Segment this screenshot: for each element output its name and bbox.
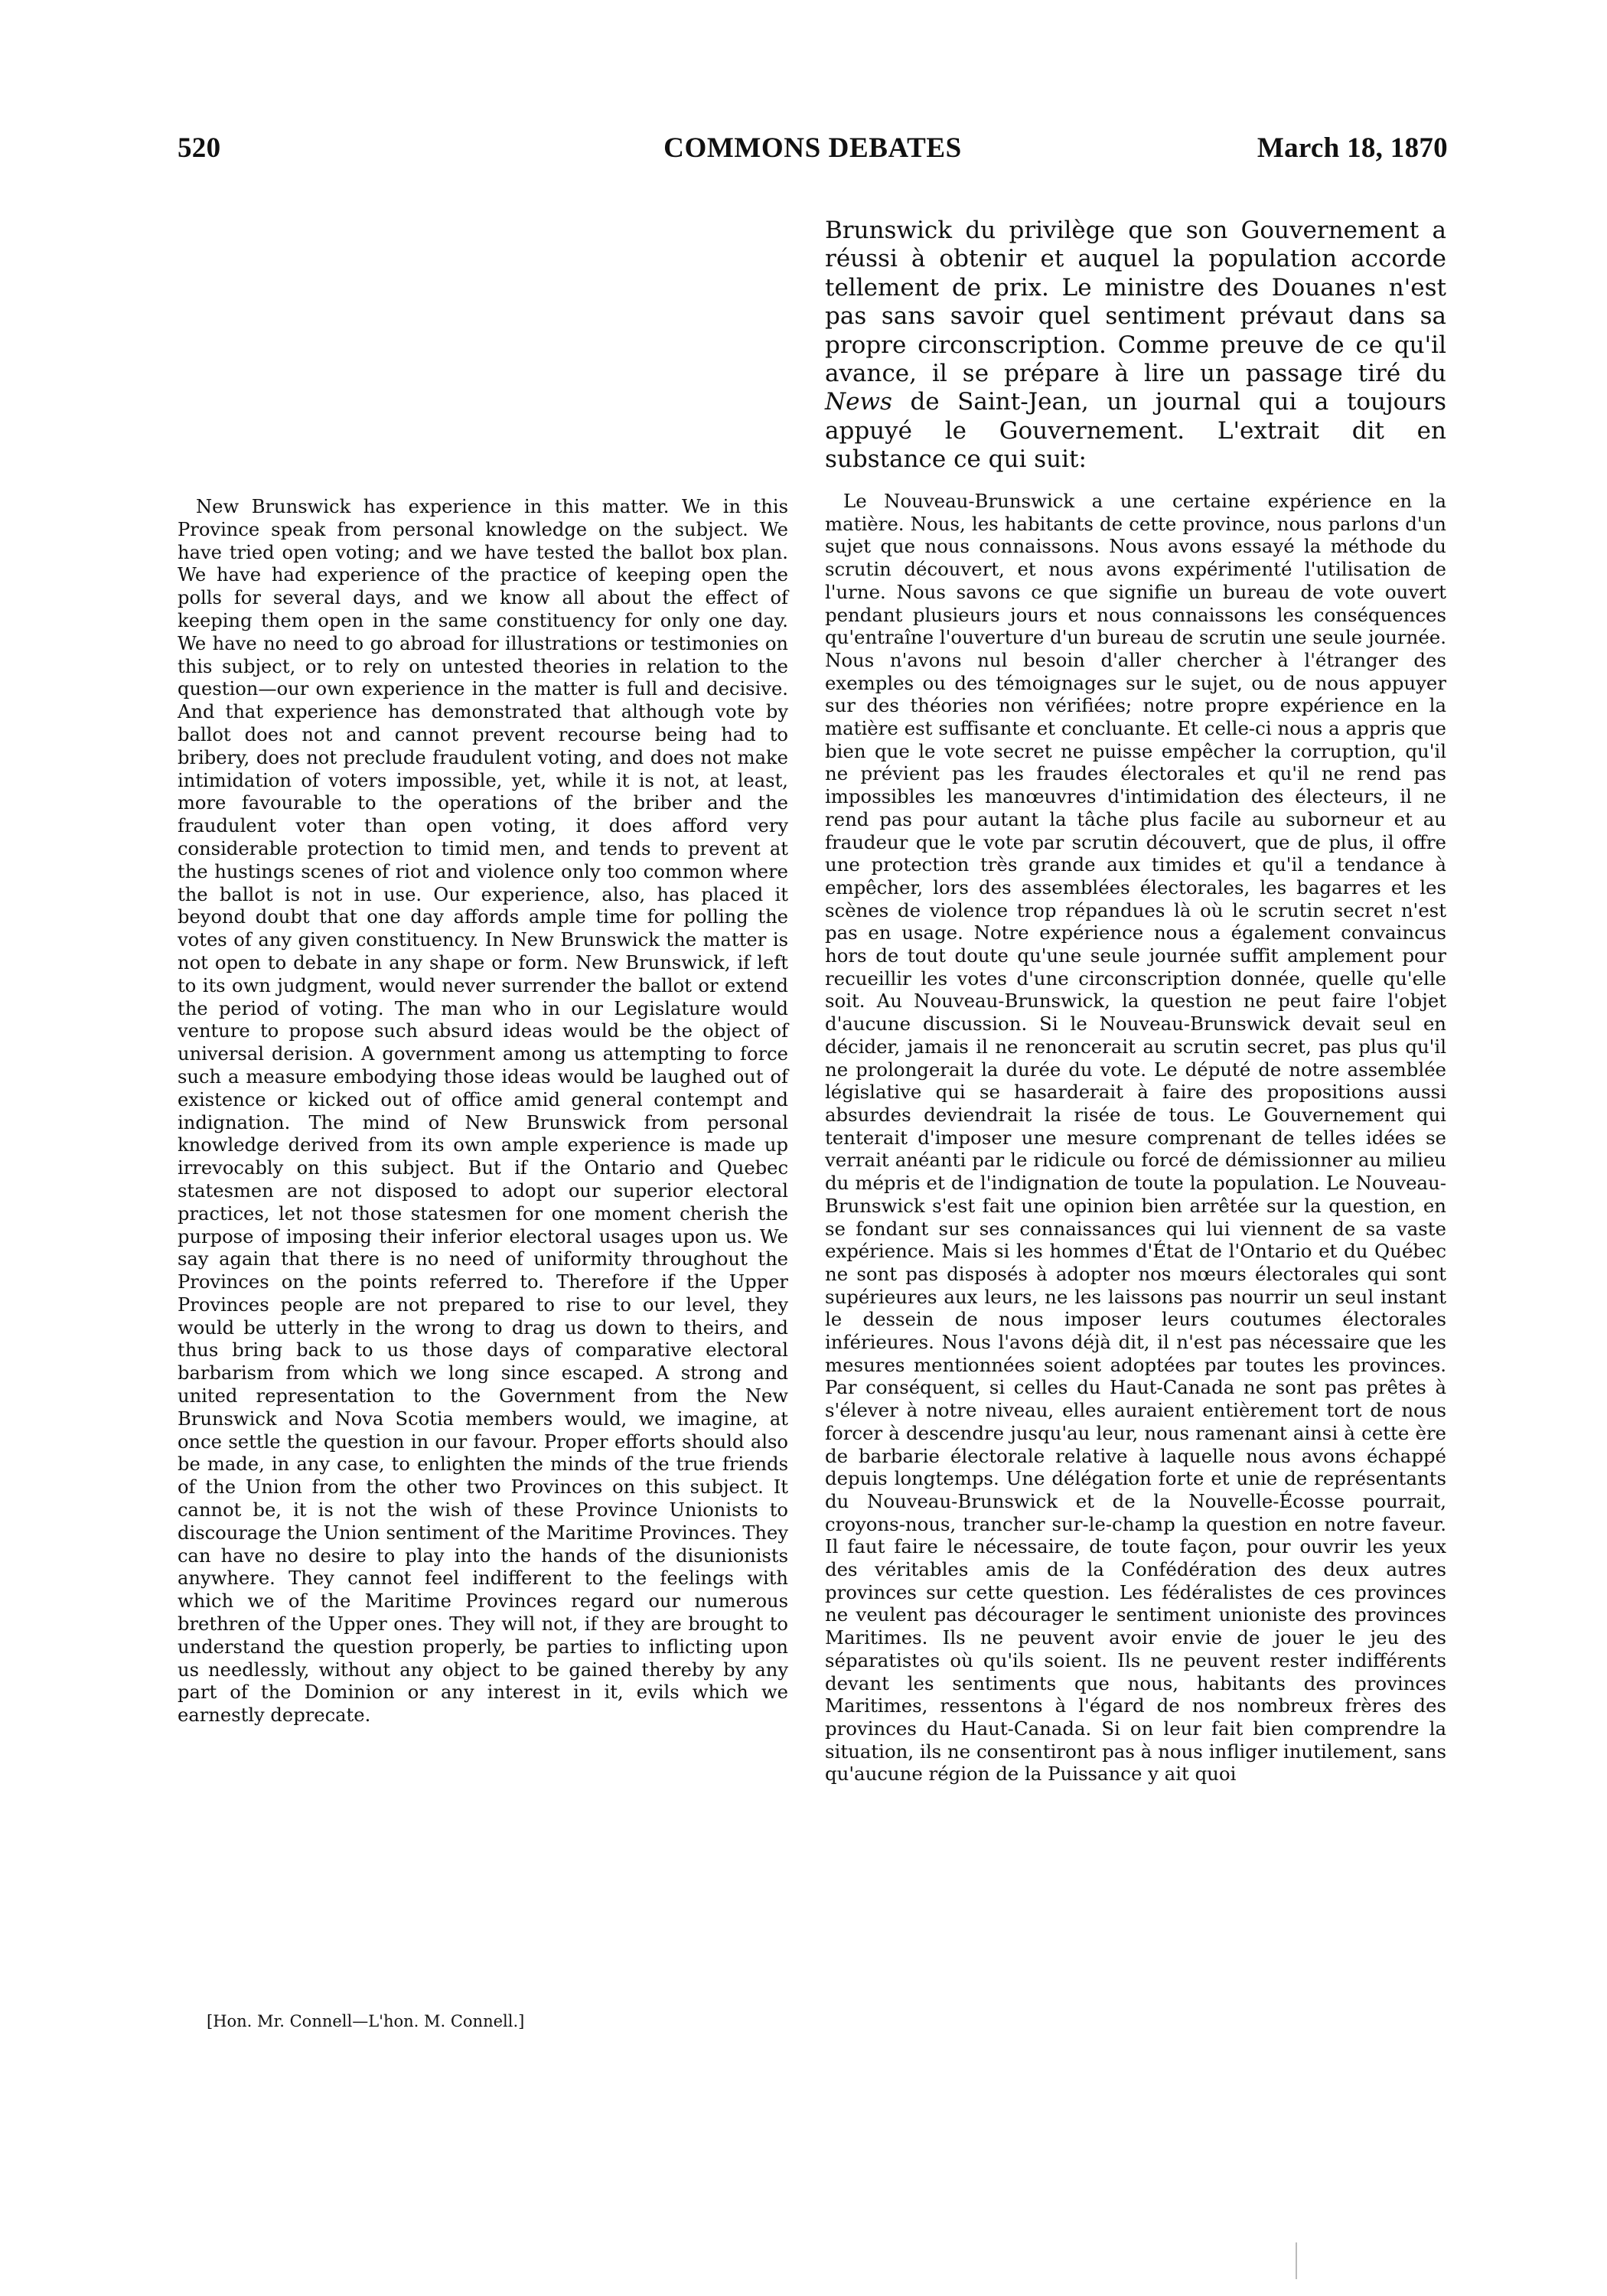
intro-paragraph [825,217,1446,475]
page-header [178,132,1448,178]
header-date: March 18, 1870 [1257,132,1448,164]
page-number: 520 [178,132,221,164]
running-title: COMMONS DEBATES [663,132,962,164]
speaker-footer: [Hon. Mr. Connell—L'hon. M. Connell.] [207,2012,525,2030]
french-quote-paragraph: Le Nouveau-Brunswick a une certaine expérience en la matière. Nous, les habitants de cette province, nous parlons d'un sujet que nous connaissons. Nous avons essayé la méthode du scrutin découvert, et nous avons expérimenté l'utilisation de l'urne. Nous savons ce que signifie un bureau de vote ouvert pendant plusieurs jours et nous connaissons les conséquences qu'entraîne l'ouverture d'un bureau de scrutin une seule journée. Nous n'avons nul besoin d'aller chercher à l'étranger des exemples ou des témoignages sur le sujet, ou de nous appuyer sur des théories non vérifiées; notre propre expérience en la matière est suffisante et concluante. Et celle-ci nous a appris que bien que le vote secret ne puisse empêcher la corruption, qu'il ne prévient pas les fraudes électorales et qu'il ne rend pas impossibles les manœuvres d'intimidation des électeurs, il ne rend pas pour autant la tâche plus facile au suborneur et au fraudeur que le vote par scrutin découvert, que de plus, il offre une protection très grande aux timides et qu'il a tendance à empêcher, lors des assemblées électorales, les bagarres et les scènes de violence trop répandues là où le scrutin secret n'est pas en usage. Notre expérience nous a également convaincus hors de tout doute qu'une seule journée suffit amplement pour recueillir les votes d'une circonscription donnée, quelle qu'elle soit. Au Nouveau-Brunswick, la question ne peut faire l'objet d'aucune discussion. Si le Nouveau-Brunswick devait seul en décider, jamais il ne renoncerait au scrutin secret, pas plus qu'il ne prolongerait la durée du vote. Le député de notre assemblée législative qui se hasarderait à faire des propositions aussi absurdes deviendrait la risée de tous. Le Gouvernement qui tenterait d'imposer une mesure comprenant de telles idées se verrait anéanti par le ridicule ou forcé de démissionner au milieu du mépris et de l'indignation de toute la population. Le Nouveau-Brunswick s'est fait une opinion bien arrêtée sur la question, en se fondant sur ses connaissances qui lui viennent de sa vaste expérience. Mais si les hommes d'État de l'Ontario et du Québec ne sont pas disposés à adopter nos mœurs électorales qui sont supérieures aux leurs, ne les laissons pas nourrir un seul instant le dessein de nous imposer leurs coutumes électorales inférieures. Nous l'avons déjà dit, il n'est pas nécessaire que les mesures mentionnées soient adoptées par toutes les provinces. Par conséquent, si celles du Haut-Canada ne sont pas prêtes à s'élever à notre niveau, elles auraient entièrement tort de nous forcer à descendre jusqu'au leur, nous ramenant ainsi à cette ère de barbarie électorale relative à laquelle nous avons échappé depuis longtemps. Une délégation forte et unie de représentants du Nouveau-Brunswick et de la Nouvelle-Écosse pourrait, croyons-nous, trancher sur-le-champ la question en notre faveur. Il faut faire le nécessaire, de toute façon, pour ouvrir les yeux des véritables amis de la Confédération des deux autres provinces sur cette question. Les fédéralistes de ces provinces ne veulent pas décourager le sentiment unioniste des provinces Maritimes. Ils ne peuvent avoir envie de jouer le jeu des séparatistes où qu'ils soient. Ils ne peuvent rester indifférents devant les sentiments que nous, habitants des provinces Maritimes, ressentons à l'égard de nos nombreux frères des provinces du Haut-Canada. Si on leur fait bien comprendre la situation, ils ne consentiront pas à nous infliger inutilement, sans qu'aucune région de la Puissance y ait quoi [825,490,1446,1786]
right-column-quote [825,490,1446,1786]
intro-text-before: Brunswick du privilège que son Gouvernement a réussi à obtenir et auquel la population accorde tellement de prix. Le ministre des Douanes n'est pas sans savoir quel sentiment prévaut dans sa propre circonscription. Comme preuve de ce qu'il avance, il se prépare à lire un passage tiré du [825,217,1446,388]
intro-text-after: de Saint-Jean, un journal qui a toujours appuyé le Gouvernement. L'extrait dit en substance ce qui suit: [825,388,1446,474]
right-column-intro [825,217,1446,475]
english-quote-paragraph: New Brunswick has experience in this matter. We in this Province speak from personal knowledge on the subject. We have tried open voting; and we have tested the ballot box plan. We have had experience of the practice of keeping open the polls for several days, and we know all about the effect of keeping them open in the same constituency for only one day. We have no need to go abroad for illustrations or testimonies on this subject, or to rely on untested theories in relation to the question—our own experience in the matter is full and decisive. And that experience has demonstrated that although vote by ballot does not and cannot prevent recourse being had to bribery, does not preclude fraudulent voting, and does not make intimidation of voters impossible, yet, while it is not, at least, more favourable to the operations of the briber and the fraudulent voter than open voting, it does afford very considerable protection to timid men, and tends to prevent at the hustings scenes of riot and violence only too common where the ballot is not in use. Our experience, also, has placed it beyond doubt that one day affords ample time for polling the votes of any given constituency. In New Brunswick the matter is not open to debate in any shape or form. New Brunswick, if left to its own judgment, would never surrender the ballot or extend the period of voting. The man who in our Legislature would venture to propose such absurd ideas would be the object of universal derision. A government among us attempting to force such a measure embodying those ideas would be laughed out of existence or kicked out of office amid general contempt and indignation. The mind of New Brunswick from personal knowledge derived from its own ample experience is made up irrevocably on this subject. But if the Ontario and Quebec statesmen are not disposed to adopt our superior electoral practices, let not those statesmen for one moment cherish the purpose of imposing their inferior electoral usages upon us. We say again that there is no need of uniformity throughout the Provinces on the points referred to. Therefore if the Upper Provinces people are not prepared to rise to our level, they would be utterly in the wrong to drag us down to theirs, and thus bring back to us those days of comparative electoral barbarism from which we long since escaped. A strong and united representation to the Government from the New Brunswick and Nova Scotia members would, we imagine, at once settle the question in our favour. Proper efforts should also be made, in any case, to enlighten the minds of the true friends of the Union from the other two Provinces on this subject. It cannot be, it is not the wish of these Province Unionists to discourage the Union sentiment of the Maritime Provinces. They can have no desire to play into the hands of the disunionists anywhere. They cannot feel indifferent to the feelings with which we of the Maritime Provinces regard our numerous brethren of the Upper ones. They will not, if they are brought to understand the question properly, be parties to inflicting upon us needlessly, without any object to be gained thereby by any part of the Dominion or any interest in it, evils which we earnestly deprecate. [178,496,788,1727]
scan-edge-mark [1296,2242,1297,2279]
left-column [178,496,788,1727]
newspaper-name: News [825,388,892,416]
